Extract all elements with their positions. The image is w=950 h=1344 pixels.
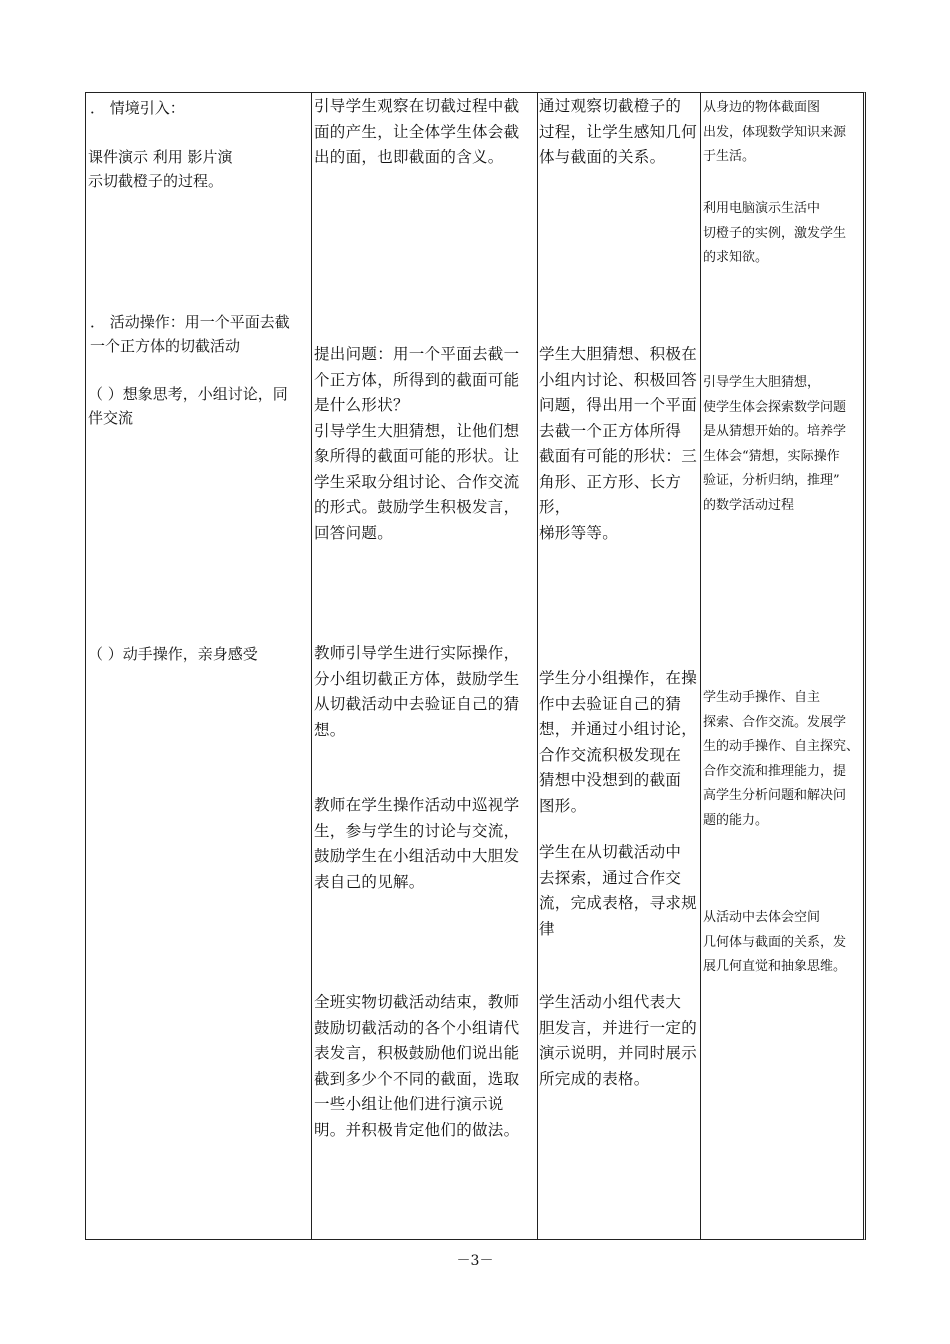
- design-intent-3: 引导学生大胆猜想， 使学生体会探索数学问题 是从猜想开始的。培养学 生体会“猜想，实际操作 验证，分析归纳，推理” 的数学活动过程: [703, 375, 847, 513]
- teacher-activity-4: 教师在学生操作活动中巡视学 生，参与学生的讨论与交流， 鼓励学生在小组活动中大胆发 表自己的见解。: [314, 796, 520, 891]
- page-number: －3－: [456, 1253, 494, 1269]
- situation-title: ． 情境引入：: [90, 99, 185, 117]
- design-intent-1: 从身边的物体截面图 出发，体现数学知识来源 于生活。: [703, 100, 847, 164]
- subsection-hands-on: （ ）动手操作，亲身感受: [88, 645, 258, 663]
- student-activity-4: 学生在从切截活动中 去探索，通过合作交 流，完成表格，寻求规 律: [539, 843, 698, 938]
- design-intent-2: 利用电脑演示生活中 切橙子的实例，激发学生 的求知欲。: [703, 201, 847, 265]
- teacher-activity-5: 全班实物切截活动结束，教师 鼓励切截活动的各个小组请代 表发言，积极鼓励他们说出能 截到多少个不同的截面，选取 一些小组让他们进行演示说 明。并积极肯定他们的做法。: [314, 993, 520, 1139]
- student-activity-2: 学生大胆猜想、积极在 小组内讨论、积极回答 问题，得出用一个平面 去截一个正方体所得 截面有可能的形状：三 角形、正方形、长方形， 梯形等等。: [539, 345, 698, 542]
- subsection-imagine-discuss: （ ）想象思考，小组讨论，同 伴交流: [88, 385, 288, 427]
- student-activity-3: 学生分小组操作，在操 作中去验证自己的猜 想，并通过小组讨论， 合作交流积极发现在 猜想中没想到的截面 图形。: [539, 669, 698, 815]
- design-intent-4: 学生动手操作、自主 探索、合作交流。发展学 生的动手操作、自主探究、 合作交流和推理能力，提 高学生分析问题和解决问 题的能力。: [703, 690, 860, 828]
- student-activity-5: 学生活动小组代表大 胆发言，并进行一定的 演示说明，并同时展示 所完成的表格。: [539, 993, 698, 1088]
- activity-title: ． 活动操作：用一个平面去截 一个正方体的切截活动: [90, 313, 290, 355]
- teacher-activity-2: 提出问题：用一个平面去截一 个正方体，所得到的截面可能 是什么形状？ 引导学生大胆猜想，让他们想 象所得的截面可能的形状。让 学生采取分组讨论、合作交流 的形式。鼓励学生积极发言， 回答问题。: [314, 345, 520, 542]
- situation-body: 课件演示 利用 影片演 示切截橙子的过程。: [88, 148, 233, 190]
- column-divider: [311, 92, 312, 1240]
- teacher-activity-1: 引导学生观察在切截过程中截 面的产生，让全体学生体会截 出的面，也即截面的含义。: [314, 97, 520, 166]
- student-activity-1: 通过观察切截橙子的 过程，让学生感知几何 体与截面的关系。: [539, 97, 698, 166]
- design-intent-5: 从活动中去体会空间 几何体与截面的关系，发 展几何直觉和抽象思维。: [703, 910, 847, 974]
- teacher-activity-3: 教师引导学生进行实际操作， 分小组切截正方体，鼓励学生 从切截活动中去验证自己的猜 想。: [314, 644, 520, 739]
